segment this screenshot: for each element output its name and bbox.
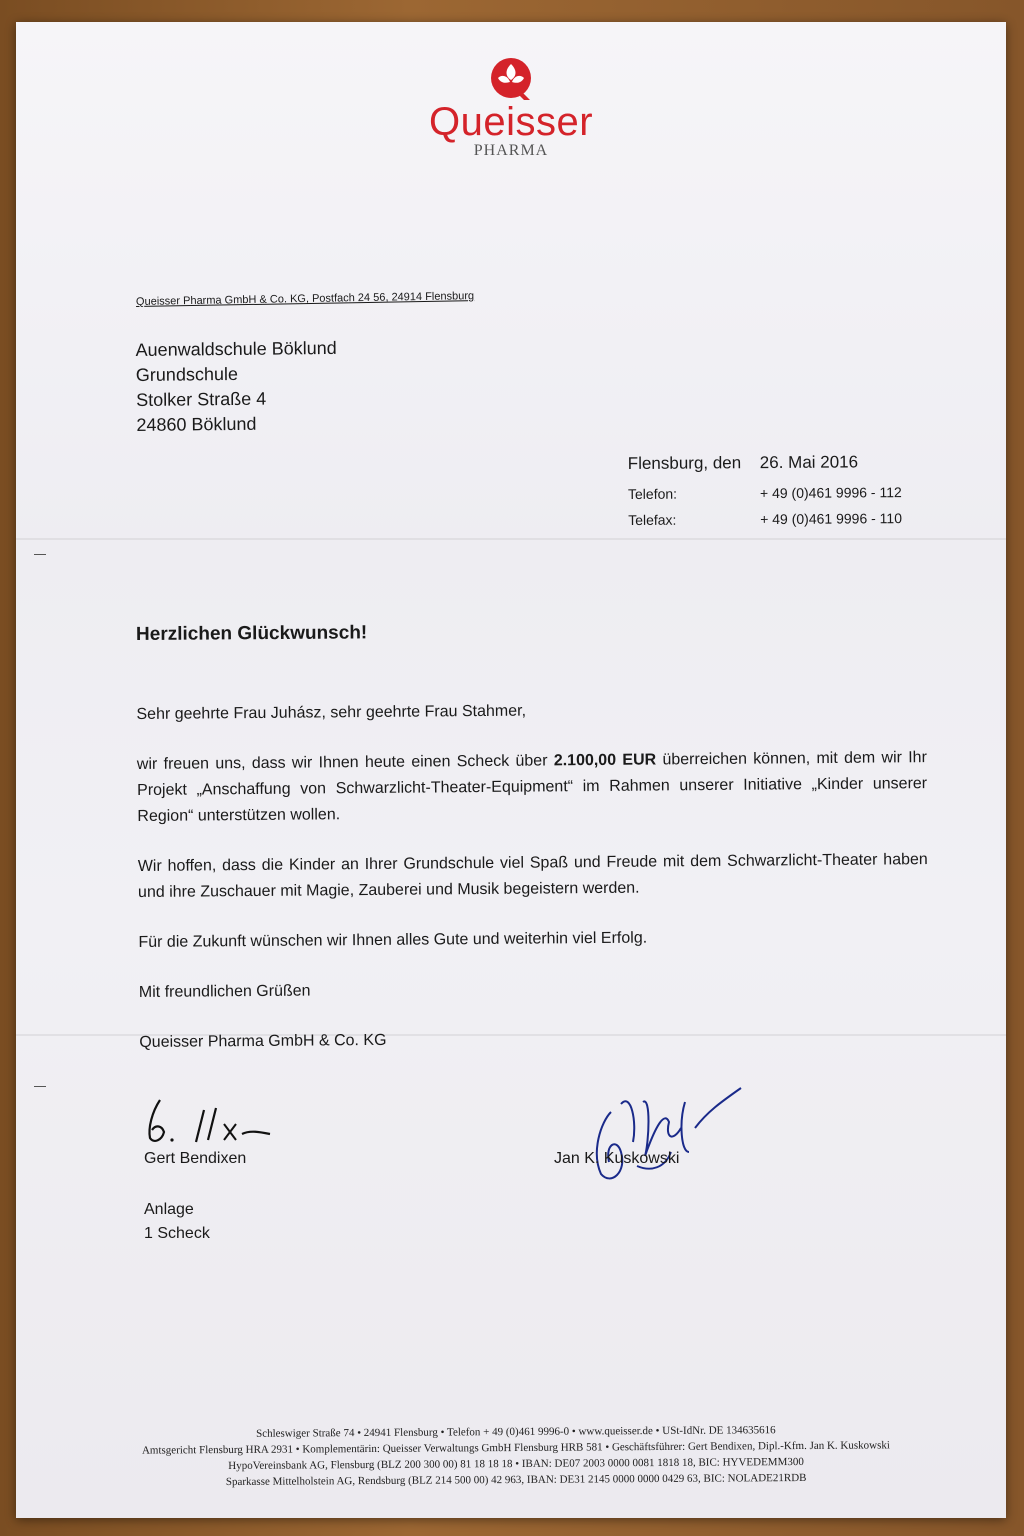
- footer-line: Sparkasse Mittelholstein AG, Rendsburg (BLZ 214 500 00) 42 963, IBAN: DE31 2145 0000 0000 0429 63, BIC: NOLADE21RDB: [225, 1471, 807, 1489]
- footer-line: Schleswiger Straße 74 • 24941 Flensburg • Telefon + 49 (0)461 9996-0 • www.queisser.de • USt-IdNr. DE 134635616: [256, 1424, 776, 1440]
- p1-text: wir freuen uns, dass wir Ihnen heute einen Scheck über: [136, 752, 554, 774]
- letter-paper: [16, 22, 1006, 1518]
- fold-mark: [34, 1086, 46, 1087]
- letter-date: 26. Mai 2016: [759, 452, 859, 473]
- recipient-line: 24860 Böklund: [136, 413, 257, 435]
- letter-footer: [56, 1421, 976, 1491]
- signatory-left: Gert Bendixen: [144, 1150, 247, 1167]
- recipient-line: Grundschule: [135, 363, 239, 386]
- enclosure-label: Anlage: [144, 1201, 194, 1218]
- letter-body: [136, 695, 929, 1080]
- fax-number: + 49 (0)461 9996 - 110: [760, 510, 903, 528]
- brand-name: Queisser: [428, 100, 594, 144]
- phone-label: Telefon:: [627, 485, 678, 502]
- signature-right: [561, 1082, 751, 1192]
- letter-heading: Herzlichen Glückwunsch!: [135, 622, 368, 645]
- queisser-leaf-icon: [486, 54, 536, 102]
- footer-line: Amtsgericht Flensburg HRA 2931 • Komplementärin: Queisser Verwaltungs GmbH Flensburg HRB 581 • Geschäftsführer: Gert Bendixen, Dipl.-Kfm. Jan K. Kuskowski: [141, 1439, 890, 1457]
- closing: Mit freundlichen Grüßen: [138, 982, 311, 1001]
- company-logo: [411, 54, 611, 160]
- enclosure-item: 1 Scheck: [144, 1225, 210, 1242]
- footer-line: HypoVereinsbank AG, Flensburg (BLZ 200 300 00) 81 18 18 18 • IBAN: DE07 2003 0000 0081 1818 18, BIC: HYVEDEMM300: [228, 1455, 804, 1473]
- salutation: Sehr geehrte Frau Juhász, sehr geehrte Frau Stahmer,: [136, 702, 527, 724]
- signatory-right: Jan K. Kuskowski: [554, 1150, 680, 1167]
- place-label: Flensburg, den: [627, 453, 742, 474]
- letter-meta: [627, 452, 903, 538]
- phone-number: + 49 (0)461 9996 - 112: [759, 484, 902, 502]
- recipient-address: [135, 336, 337, 438]
- paragraph-1: [137, 745, 928, 830]
- recipient-line: Stolker Straße 4: [136, 388, 267, 410]
- fold-mark: [34, 554, 46, 555]
- enclosure: [144, 1198, 210, 1246]
- sender-return-address: Queisser Pharma GmbH & Co. KG, Postfach 24 56, 24914 Flensburg: [135, 290, 475, 308]
- paragraph-3: Für die Zukunft wünschen wir Ihnen alles Gute und weiterhin viel Erfolg.: [138, 929, 648, 951]
- donation-amount: 2.100,00 EUR: [553, 751, 657, 770]
- recipient-line: Auenwaldschule Böklund: [135, 337, 337, 361]
- company-signoff: Queisser Pharma GmbH & Co. KG: [139, 1031, 387, 1051]
- signature-left: [142, 1094, 282, 1150]
- paragraph-2: Wir hoffen, dass die Kinder an Ihrer Grundschule viel Spaß und Freude mit dem Schwarzlicht-Theater haben und ihre Zuschauer mit Magie, Zauberei und Musik begeistern werden.: [137, 851, 928, 901]
- fax-label: Telefax:: [628, 511, 677, 528]
- brand-sub: PHARMA: [473, 142, 549, 159]
- fold-line: [16, 538, 1006, 540]
- p1-text: überreichen können, mit dem wir Ihr Projekt „Anschaffung von Schwarzlicht-Theater-Equipment“ im Rahmen unserer Initiative „Kinder unserer Region“ unterstützen wollen.: [137, 749, 928, 826]
